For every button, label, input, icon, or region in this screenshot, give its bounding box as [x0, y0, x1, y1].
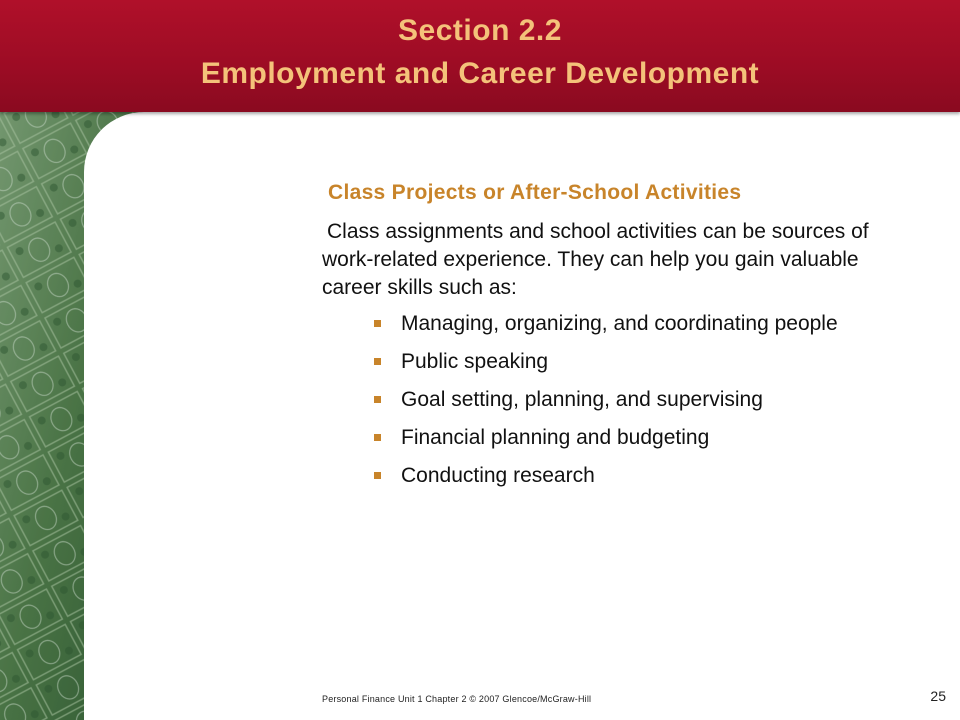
bullet-text: Goal setting, planning, and supervising	[401, 388, 763, 411]
slide-header	[0, 0, 960, 112]
square-bullet-icon	[374, 472, 381, 479]
bullet-text: Conducting research	[401, 464, 595, 487]
square-bullet-icon	[374, 358, 381, 365]
slide-title-line-2: Employment and Career Development	[200, 57, 760, 90]
skills-bullet-list	[322, 310, 922, 490]
square-bullet-icon	[374, 434, 381, 441]
square-bullet-icon	[374, 396, 381, 403]
bullet-item	[372, 348, 871, 376]
bullet-text: Managing, organizing, and coordinating people	[401, 312, 838, 335]
section-subheading: Class Projects or After-School Activities	[328, 181, 742, 204]
bullet-item	[372, 310, 871, 338]
intro-paragraph: Class assignments and school activities can be sources of work-related experience. They can help you gain valuable career skills such as:	[322, 220, 869, 299]
slide-title-line-1: Section 2.2	[398, 14, 562, 47]
bullet-item	[372, 386, 871, 414]
slide-footer: Personal Finance Unit 1 Chapter 2 © 2007 Glencoe/McGraw-Hill	[322, 694, 592, 704]
square-bullet-icon	[374, 320, 381, 327]
page-number: 25	[930, 688, 946, 704]
bullet-text: Public speaking	[401, 350, 549, 373]
bullet-text: Financial planning and budgeting	[401, 426, 710, 449]
bullet-item	[372, 462, 871, 490]
slide-body	[322, 176, 922, 500]
bullet-item	[372, 424, 871, 452]
